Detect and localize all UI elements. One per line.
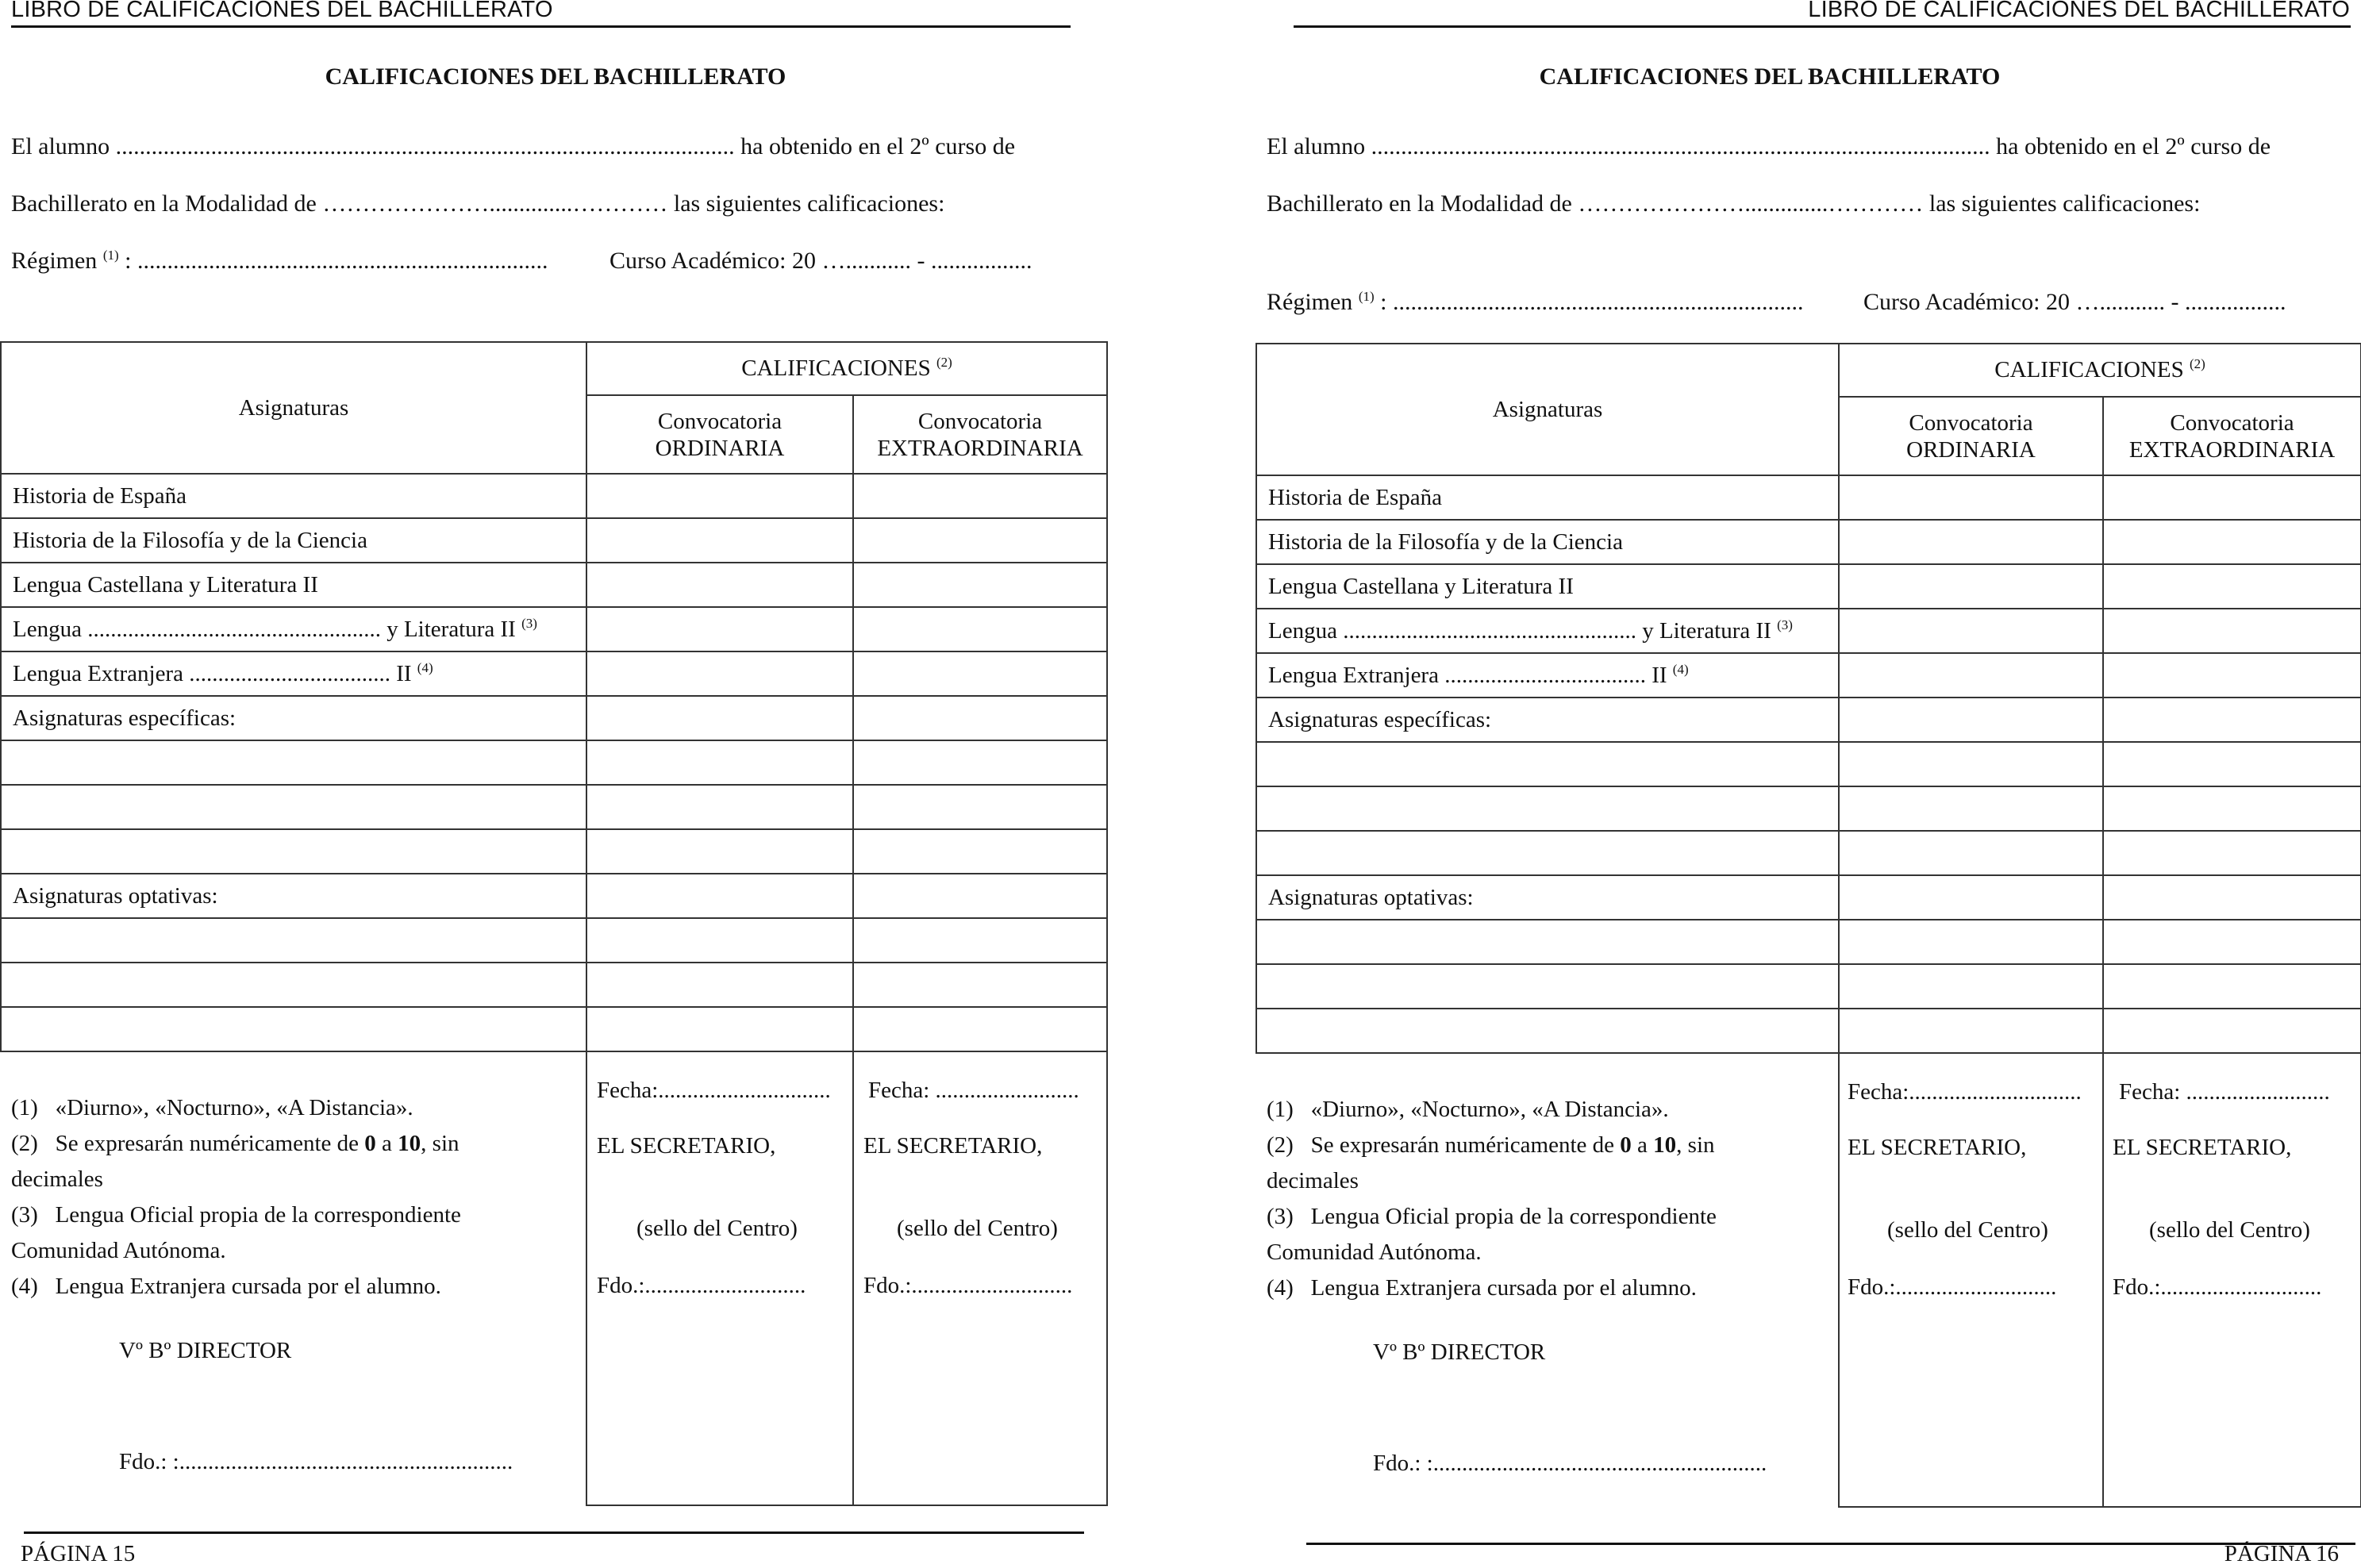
footnote-3-cont: Comunidad Autónoma. bbox=[1267, 1239, 1482, 1265]
table-row-label: Asignaturas específicas: bbox=[1256, 698, 1839, 742]
table-row-blank[interactable] bbox=[1256, 786, 1839, 831]
grade-cell-ordinaria[interactable] bbox=[1839, 1009, 2103, 1053]
page-title: CALIFICACIONES DEL BACHILLERATO bbox=[1539, 63, 2001, 90]
grade-cell-extraordinaria[interactable] bbox=[853, 474, 1107, 518]
header-rule bbox=[11, 25, 1071, 28]
table-row-label: Historia de la Filosofía y de la Ciencia bbox=[1256, 520, 1839, 564]
extraordinaria-header: Convocatoria EXTRAORDINARIA bbox=[2103, 397, 2361, 475]
table-row-label: Lengua Extranjera ................................... II $^{(4)}$ bbox=[1, 651, 586, 696]
subjects-header: Asignaturas bbox=[1, 342, 586, 474]
grade-cell-extraordinaria[interactable] bbox=[853, 607, 1107, 651]
table-row-blank[interactable] bbox=[1, 963, 586, 1007]
regimen-label: Régimen bbox=[11, 248, 98, 274]
table-row-blank[interactable] bbox=[1, 918, 586, 963]
grade-cell-extraordinaria[interactable] bbox=[2103, 742, 2361, 786]
grade-cell-extraordinaria[interactable] bbox=[853, 740, 1107, 785]
table-row-label: Historia de España bbox=[1, 474, 586, 518]
table-row-blank[interactable] bbox=[1256, 742, 1839, 786]
footnote-ref: (1) bbox=[1358, 289, 1375, 304]
grade-cell-ordinaria[interactable] bbox=[586, 696, 853, 740]
table-row-label: Lengua ................................................... y Literatura II $^{(3)}$ bbox=[1256, 609, 1839, 653]
footnote-2: (2) Se expresarán numéricamente de 0 a 10, sin bbox=[1267, 1132, 1715, 1158]
date-ordinaria[interactable]: Fecha:.............................. bbox=[1848, 1079, 2082, 1105]
grade-cell-extraordinaria[interactable] bbox=[853, 696, 1107, 740]
table-row-blank[interactable] bbox=[1, 1007, 586, 1051]
footnotes bbox=[1267, 1092, 1717, 1306]
academic-year: Curso Académico: 20 …........... - ................. bbox=[609, 248, 1032, 274]
grade-cell-ordinaria[interactable] bbox=[586, 918, 853, 963]
grade-cell-ordinaria[interactable] bbox=[1839, 698, 2103, 742]
footer-rule bbox=[1306, 1543, 2355, 1545]
page-number: PÁGINA 16 bbox=[2224, 1541, 2339, 1566]
stamp-label-ordinaria: (sello del Centro) bbox=[1887, 1217, 2048, 1243]
director-label: Vº Bº DIRECTOR bbox=[1373, 1339, 1546, 1365]
modality-line: Bachillerato en la Modalidad de …………………..............………… las siguientes calificaciones: bbox=[1267, 190, 2201, 217]
secretary-label-extraordinaria: EL SECRETARIO, bbox=[2113, 1135, 2292, 1160]
grade-cell-extraordinaria[interactable] bbox=[853, 874, 1107, 918]
secretary-label-ordinaria: EL SECRETARIO, bbox=[1848, 1135, 2027, 1160]
page-title: CALIFICACIONES DEL BACHILLERATO bbox=[325, 63, 786, 90]
student-line: El alumno ........................................................................................................ ha obtenido en el 2º curso de bbox=[1267, 133, 2271, 159]
subjects-header: Asignaturas bbox=[1256, 344, 1839, 475]
director-signature-line[interactable]: Fdo.: :.......................................................... bbox=[119, 1449, 513, 1474]
stamp-label-ordinaria: (sello del Centro) bbox=[636, 1216, 798, 1241]
footer-rule bbox=[24, 1531, 1084, 1534]
regimen-line bbox=[1267, 289, 1803, 316]
table-row-label: Asignaturas optativas: bbox=[1256, 875, 1839, 920]
grade-cell-extraordinaria[interactable] bbox=[853, 563, 1107, 607]
director-signature-line[interactable]: Fdo.: :.......................................................... bbox=[1373, 1451, 1767, 1476]
grade-cell-extraordinaria[interactable] bbox=[2103, 831, 2361, 875]
stamp-label-extraordinaria: (sello del Centro) bbox=[897, 1216, 1058, 1241]
secretary-label-ordinaria: EL SECRETARIO, bbox=[597, 1133, 776, 1159]
grade-cell-extraordinaria[interactable] bbox=[853, 829, 1107, 874]
header-rule bbox=[1294, 25, 2351, 28]
grade-cell-ordinaria[interactable] bbox=[586, 785, 853, 829]
footnote-3: (3) Lengua Oficial propia de la correspondiente bbox=[1267, 1204, 1717, 1229]
running-header: LIBRO DE CALIFICACIONES DEL BACHILLERATO bbox=[1808, 0, 2350, 22]
footnote-4: (4) Lengua Extranjera cursada por el alumno. bbox=[11, 1274, 441, 1299]
grade-cell-ordinaria[interactable] bbox=[586, 474, 853, 518]
grade-cell-ordinaria[interactable] bbox=[586, 607, 853, 651]
table-row-blank[interactable] bbox=[1256, 964, 1839, 1009]
grade-cell-extraordinaria[interactable] bbox=[2103, 609, 2361, 653]
grade-cell-extraordinaria[interactable] bbox=[853, 918, 1107, 963]
grade-cell-ordinaria[interactable] bbox=[586, 518, 853, 563]
footnote-1: (1) «Diurno», «Nocturno», «A Distancia». bbox=[1267, 1097, 1669, 1122]
footnote-2: (2) Se expresarán numéricamente de 0 a 10, sin bbox=[11, 1131, 460, 1156]
grade-cell-ordinaria[interactable] bbox=[1839, 564, 2103, 609]
signature-extraordinaria[interactable]: Fdo.:............................ bbox=[863, 1273, 1073, 1298]
table-row-blank[interactable] bbox=[1256, 1009, 1839, 1053]
grade-cell-ordinaria[interactable] bbox=[1839, 875, 2103, 920]
grade-cell-ordinaria[interactable] bbox=[1839, 964, 2103, 1009]
grades-table bbox=[0, 341, 1108, 1052]
table-row-label: Historia de la Filosofía y de la Ciencia bbox=[1, 518, 586, 563]
table-row-blank[interactable] bbox=[1256, 920, 1839, 964]
grade-cell-ordinaria[interactable] bbox=[586, 740, 853, 785]
signature-ordinaria[interactable]: Fdo.:............................ bbox=[597, 1273, 806, 1298]
grade-cell-extraordinaria[interactable] bbox=[853, 785, 1107, 829]
student-line: El alumno ........................................................................................................ ha obtenido en el 2º curso de bbox=[11, 133, 1016, 159]
grades-header: CALIFICACIONES $^{(2)}$ bbox=[1839, 344, 2361, 397]
grade-cell-extraordinaria[interactable] bbox=[2103, 964, 2361, 1009]
grade-cell-ordinaria[interactable] bbox=[1839, 653, 2103, 698]
grade-cell-extraordinaria[interactable] bbox=[2103, 475, 2361, 520]
grade-cell-ordinaria[interactable] bbox=[1839, 609, 2103, 653]
grade-cell-extraordinaria[interactable] bbox=[2103, 920, 2361, 964]
footnote-4: (4) Lengua Extranjera cursada por el alumno. bbox=[1267, 1275, 1697, 1301]
grade-cell-extraordinaria[interactable] bbox=[853, 963, 1107, 1007]
grade-cell-extraordinaria[interactable] bbox=[853, 518, 1107, 563]
page-15 bbox=[0, 0, 1180, 1568]
extraordinaria-header: Convocatoria EXTRAORDINARIA bbox=[853, 395, 1107, 474]
grade-cell-extraordinaria[interactable] bbox=[2103, 653, 2361, 698]
grade-cell-ordinaria[interactable] bbox=[1839, 786, 2103, 831]
grade-cell-extraordinaria[interactable] bbox=[853, 651, 1107, 696]
grade-cell-ordinaria[interactable] bbox=[586, 829, 853, 874]
modality-line: Bachillerato en la Modalidad de …………………..............………… las siguientes calificaciones: bbox=[11, 190, 945, 217]
secretary-label-extraordinaria: EL SECRETARIO, bbox=[863, 1133, 1043, 1159]
table-row-label: Historia de España bbox=[1256, 475, 1839, 520]
date-ordinaria[interactable]: Fecha:.............................. bbox=[597, 1078, 831, 1103]
table-row-blank[interactable] bbox=[1, 785, 586, 829]
running-header: LIBRO DE CALIFICACIONES DEL BACHILLERATO bbox=[11, 0, 553, 22]
table-row-label: Asignaturas específicas: bbox=[1, 696, 586, 740]
signature-divider bbox=[852, 1047, 854, 1506]
ordinaria-header: Convocatoria ORDINARIA bbox=[1839, 397, 2103, 475]
footnote-ref: (1) bbox=[102, 248, 119, 263]
footnote-2-cont: decimales bbox=[11, 1166, 103, 1192]
director-label: Vº Bº DIRECTOR bbox=[119, 1338, 292, 1363]
footnote-3: (3) Lengua Oficial propia de la correspondiente bbox=[11, 1202, 461, 1228]
table-row-label: Lengua Castellana y Literatura II bbox=[1, 563, 586, 607]
grade-cell-ordinaria[interactable] bbox=[1839, 831, 2103, 875]
footnote-2-cont: decimales bbox=[1267, 1168, 1359, 1193]
grades-header: CALIFICACIONES $^{(2)}$ bbox=[586, 342, 1107, 395]
table-row-label: Lengua Castellana y Literatura II bbox=[1256, 564, 1839, 609]
grade-cell-ordinaria[interactable] bbox=[586, 651, 853, 696]
grade-cell-ordinaria[interactable] bbox=[586, 874, 853, 918]
grade-cell-ordinaria[interactable] bbox=[1839, 920, 2103, 964]
regimen-line bbox=[11, 248, 548, 275]
grade-cell-extraordinaria[interactable] bbox=[2103, 698, 2361, 742]
grade-cell-extraordinaria[interactable] bbox=[2103, 875, 2361, 920]
table-row-blank[interactable] bbox=[1, 740, 586, 785]
date-extraordinaria[interactable]: Fecha: ......................... bbox=[868, 1078, 1079, 1103]
footnotes bbox=[11, 1090, 461, 1305]
page-16 bbox=[1181, 0, 2361, 1568]
ordinaria-header: Convocatoria ORDINARIA bbox=[586, 395, 853, 474]
table-row-label: Lengua ................................................... y Literatura II $^{(3)}$ bbox=[1, 607, 586, 651]
grade-cell-ordinaria[interactable] bbox=[1839, 520, 2103, 564]
grade-cell-extraordinaria[interactable] bbox=[2103, 520, 2361, 564]
grade-cell-extraordinaria[interactable] bbox=[2103, 564, 2361, 609]
signature-extraordinaria[interactable]: Fdo.:............................ bbox=[2113, 1274, 2322, 1300]
grade-cell-ordinaria[interactable] bbox=[1839, 475, 2103, 520]
grade-cell-ordinaria[interactable] bbox=[1839, 742, 2103, 786]
page-number: PÁGINA 15 bbox=[21, 1541, 136, 1566]
table-row-blank[interactable] bbox=[1, 829, 586, 874]
academic-year: Curso Académico: 20 …........... - ................. bbox=[1863, 289, 2286, 315]
regimen-dots: : ..................................................................... bbox=[118, 248, 548, 274]
stamp-label-extraordinaria: (sello del Centro) bbox=[2149, 1217, 2310, 1243]
grade-cell-extraordinaria[interactable] bbox=[853, 1007, 1107, 1051]
regimen-label: Régimen bbox=[1267, 289, 1353, 315]
grade-cell-ordinaria[interactable] bbox=[586, 563, 853, 607]
grade-cell-ordinaria[interactable] bbox=[586, 963, 853, 1007]
grade-cell-extraordinaria[interactable] bbox=[2103, 786, 2361, 831]
footnote-1: (1) «Diurno», «Nocturno», «A Distancia». bbox=[11, 1095, 413, 1120]
date-extraordinaria[interactable]: Fecha: ......................... bbox=[2119, 1079, 2330, 1105]
grade-cell-ordinaria[interactable] bbox=[586, 1007, 853, 1051]
footnote-3-cont: Comunidad Autónoma. bbox=[11, 1238, 226, 1263]
table-row-label: Lengua Extranjera ................................... II $^{(4)}$ bbox=[1256, 653, 1839, 698]
table-row-blank[interactable] bbox=[1256, 831, 1839, 875]
regimen-dots: : ..................................................................... bbox=[1374, 289, 1804, 315]
grade-cell-extraordinaria[interactable] bbox=[2103, 1009, 2361, 1053]
table-row-label: Asignaturas optativas: bbox=[1, 874, 586, 918]
signature-divider bbox=[2102, 1049, 2104, 1508]
signature-ordinaria[interactable]: Fdo.:............................ bbox=[1848, 1274, 2057, 1300]
grades-table bbox=[1255, 343, 2361, 1054]
